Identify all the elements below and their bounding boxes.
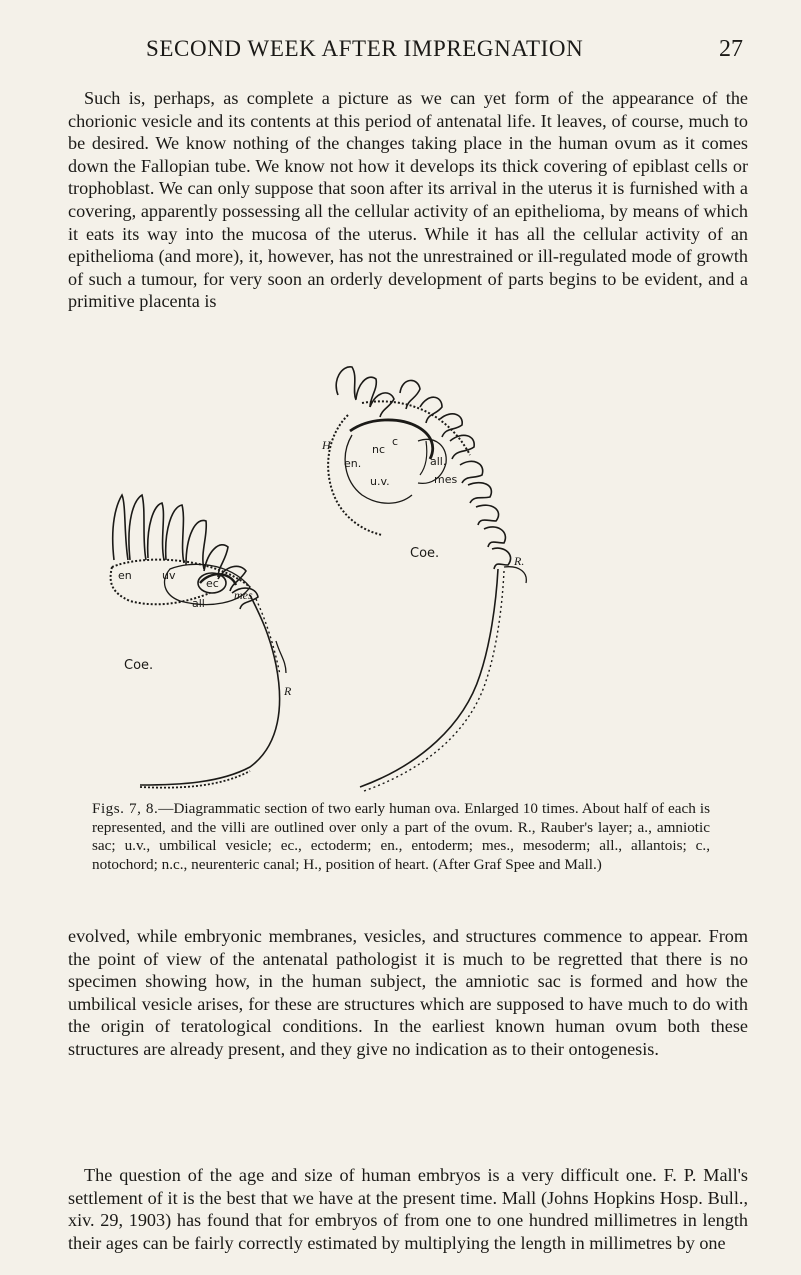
figure-embryo-sections (100, 355, 680, 795)
right-label-mes: mes (434, 473, 458, 486)
left-label-coe: Coe. (124, 658, 154, 673)
right-label-uv: u.v. (370, 475, 390, 488)
running-title: SECOND WEEK AFTER IMPREGNATION (146, 36, 584, 61)
page-number: 27 (719, 36, 743, 62)
right-label-nc: nc (372, 443, 386, 456)
caption-text: —Diagrammatic section of two early human ova. Enlarged 10 times. About half of each is represented, and the villi are outlined over only a part of the ovum. R., Rauber's layer; a., amniotic sac; u.v., umbilical vesicle; ec., ectoderm; en., entoderm; mes., mesoderm; all., allantois; c., notochord; n.c., neurenteric canal; H., position of heart. (After Graf Spee and Mall.) (92, 800, 710, 873)
caption-label: Figs. 7, 8. (92, 800, 159, 817)
paragraph-1: Such is, perhaps, as complete a picture as we can yet form of the appearance of the chorionic vesicle and its contents at this period of antenatal life. It leaves, of course, much to be desired. We know nothing of the changes taking place in the human ovum as it comes down the Fallopian tube. We know not how it develops its thick covering of epiblast cells or trophoblast. We can only suppose that soon after its arrival in the uterus it is furnished with a covering, apparently possessing all the cellular activity of an epithelioma, by means of which it eats its way into the mucosa of the uterus. While it has all the cellular activity of an epithelioma (and more), it, however, has not the unrestrained or ill-regulated mode of growth of such a tumour, for very soon an orderly development of parts begins to be evident, and a primitive placenta is (68, 88, 748, 312)
left-label-r: R (284, 684, 292, 698)
left-label-mes: mes (234, 588, 253, 602)
figure-caption (92, 800, 710, 874)
right-label-en: en. (344, 457, 362, 470)
right-label-all: all. (430, 455, 447, 468)
right-label-r: R. (514, 554, 525, 568)
running-head (68, 36, 743, 66)
paragraph-2: evolved, while embryonic membranes, vesicles, and structures commence to appear. From the point of view of the antenatal pathologist it is much to be regretted that there is no specimen showing how, in the human subject, the amniotic sac is formed and how the umbilical vesicle arises, for these are structures which are supposed to have much to do with the origin of teratological conditions. In the earliest known human ovum both these structures are already present, and they give no indication as to their ontogenesis. (68, 926, 748, 1059)
right-label-coe: Coe. (410, 546, 440, 561)
left-label-en: en (118, 569, 132, 582)
left-label-all: all (192, 597, 205, 610)
embryo-diagram (100, 355, 680, 795)
paragraph-3: The question of the age and size of human embryos is a very difficult one. F. P. Mall's settlement of it is the best that we have at the present time. Mall (Johns Hopkins Hosp. Bull., xiv. 29, 1903) has found that for embryos of from one to one hundred millimetres in length their ages can be fairly correctly estimated by multiplying the length in millimetres by one (68, 1165, 748, 1253)
right-label-h: H (322, 438, 331, 452)
left-label-uv: uv (162, 569, 176, 582)
right-label-c: c (392, 435, 399, 448)
left-label-ec: ec (206, 577, 219, 590)
